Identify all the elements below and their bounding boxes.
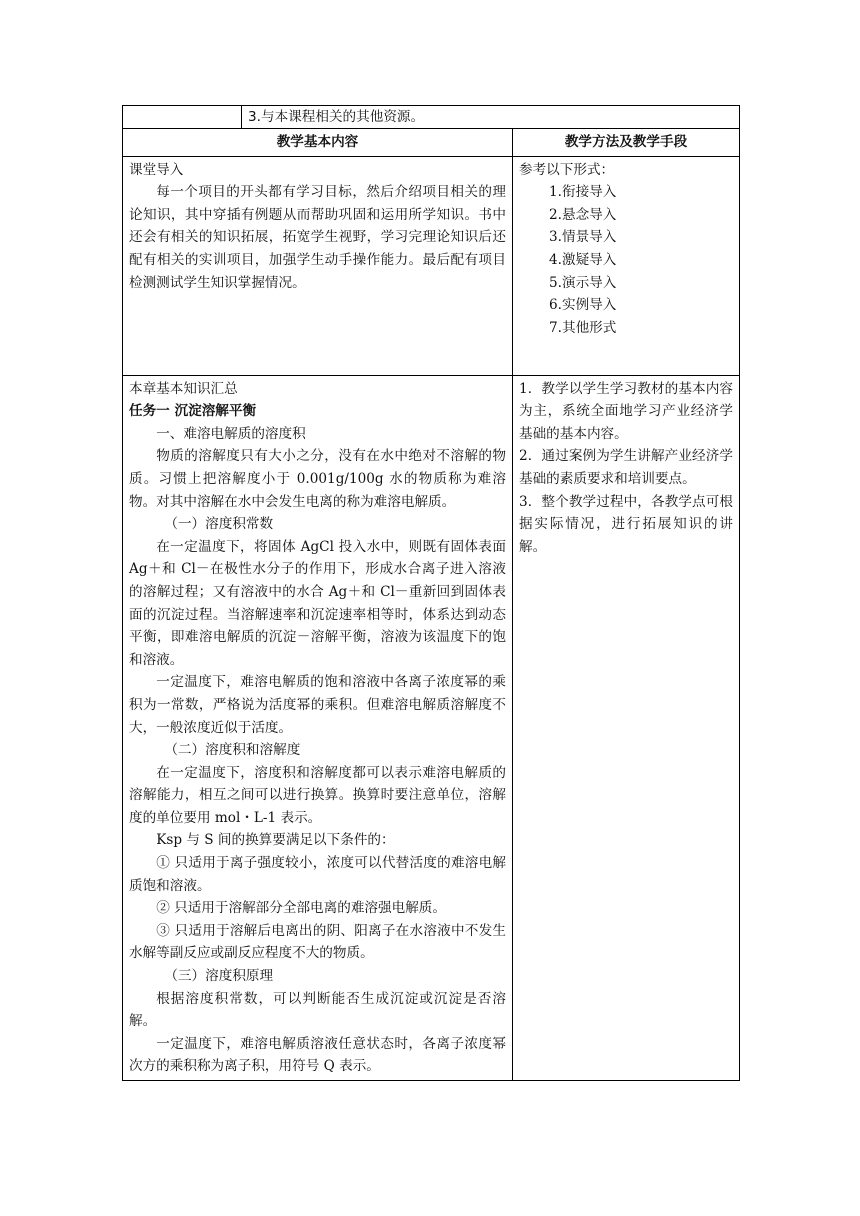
top-row-blank-cell [123,106,242,129]
subsection-title: （一）溶度积常数 [164,516,274,533]
paragraph: 在一定温度下，溶度积和溶解度都可以表示难溶电解质的溶解能力，相互之间可以进行换算。换算时要注意单位，溶解度的单位要用 mol・L-1 表示。 [129,764,506,826]
note-item: 3．整个教学过程中，各教学点可根据实际情况，进行拓展知识的讲解。 [519,493,734,555]
header-row [123,129,740,157]
intro-methods-cell [513,156,740,375]
paragraph: Ksp 与 S 间的换算要满足以下条件的： [156,832,395,849]
intro-paragraph: 每一个项目的开头都有学习目标，然后介绍项目相关的理论知识，其中穿插有例题从而帮助巩固和运用所学知识。书中还会有相关的知识拓展，拓宽学生视野，学习完理论知识后还配有相关的实训项目，加强学生动手操作能力。最后配有项目检测测试学生知识掌握情况。 [129,184,506,291]
method-item: 7.其他形式 [549,319,617,336]
subsection-title: （三）溶度积原理 [164,968,274,985]
summary-title: 本章基本知识汇总 [129,380,238,397]
condition-item: ③ 只适用于溶解后电离出的阴、阳离子在水溶液中不发生水解等副反应或副反应程度不大的物质。 [129,922,506,962]
intro-content-cell [123,156,513,375]
paragraph: 根据溶度积常数，可以判断能否生成沉淀或沉淀是否溶解。 [129,990,506,1030]
method-item: 5.演示导入 [549,274,617,291]
main-content-cell [123,375,513,1080]
paragraph: 在一定温度下，将固体 AgCl 投入水中，则既有固体表面 Ag＋和 Cl－在极性水分子的作用下，形成水合离子进入溶液的溶解过程；又有溶液中的水合 Ag＋和 Cl－重新回到固体表面的沉淀过程。当溶解速率和沉淀速率相等时，体系达到动态平衡，即难溶电解质的沉淀－溶解平衡，溶液为该温度下的饱和溶液。 [129,538,506,668]
paragraph: 一定温度下，难溶电解质溶液任意状态时，各离子浓度幂次方的乘积称为离子积，用符号 Q 表示。 [129,1035,506,1075]
note-item: 1．教学以学生学习教材的基本内容为主，系统全面地学习产业经济学基础的基本内容。 [519,380,734,442]
intro-row [123,156,740,375]
paragraph: 物质的溶解度只有大小之分，没有在水中绝对不溶解的物质。习惯上把溶解度小于 0.001g/100g 水的物质称为难溶物。对其中溶解在水中会发生电离的称为难溶电解质。 [129,448,506,510]
condition-item: ② 只适用于溶解部分全部电离的难溶强电解质。 [156,900,446,917]
intro-title: 课堂导入 [129,161,184,178]
main-row [123,375,740,1080]
method-item: 1.衔接导入 [549,184,617,201]
paragraph: 一定温度下，难溶电解质的饱和溶液中各离子浓度幂的乘积为一常数，严格说为活度幂的乘积。但难溶电解质溶解度不大，一般浓度近似于活度。 [129,674,506,736]
top-row-text: 3.与本课程相关的其他资源。 [242,106,740,129]
condition-item: ① 只适用于离子强度较小，浓度可以代替活度的难溶电解质饱和溶液。 [129,855,506,894]
main-notes-cell [513,375,740,1080]
header-content: 教学基本内容 [123,129,513,157]
header-methods: 教学方法及教学手段 [513,129,740,157]
lesson-plan-table [122,105,740,1081]
method-item: 6.实例导入 [549,297,617,314]
task-title: 任务一 沉淀溶解平衡 [129,403,257,420]
note-item: 2．通过案例为学生讲解产业经济学基础的素质要求和培训要点。 [519,448,734,487]
subsection-title: （二）溶度积和溶解度 [164,742,301,759]
method-item: 2.悬念导入 [549,206,617,223]
method-item: 3.情景导入 [549,229,617,246]
methods-title: 参考以下形式： [519,161,615,178]
method-item: 4.激疑导入 [549,251,617,268]
section-title: 一、难溶电解质的溶度积 [156,425,306,442]
top-row [123,106,740,129]
